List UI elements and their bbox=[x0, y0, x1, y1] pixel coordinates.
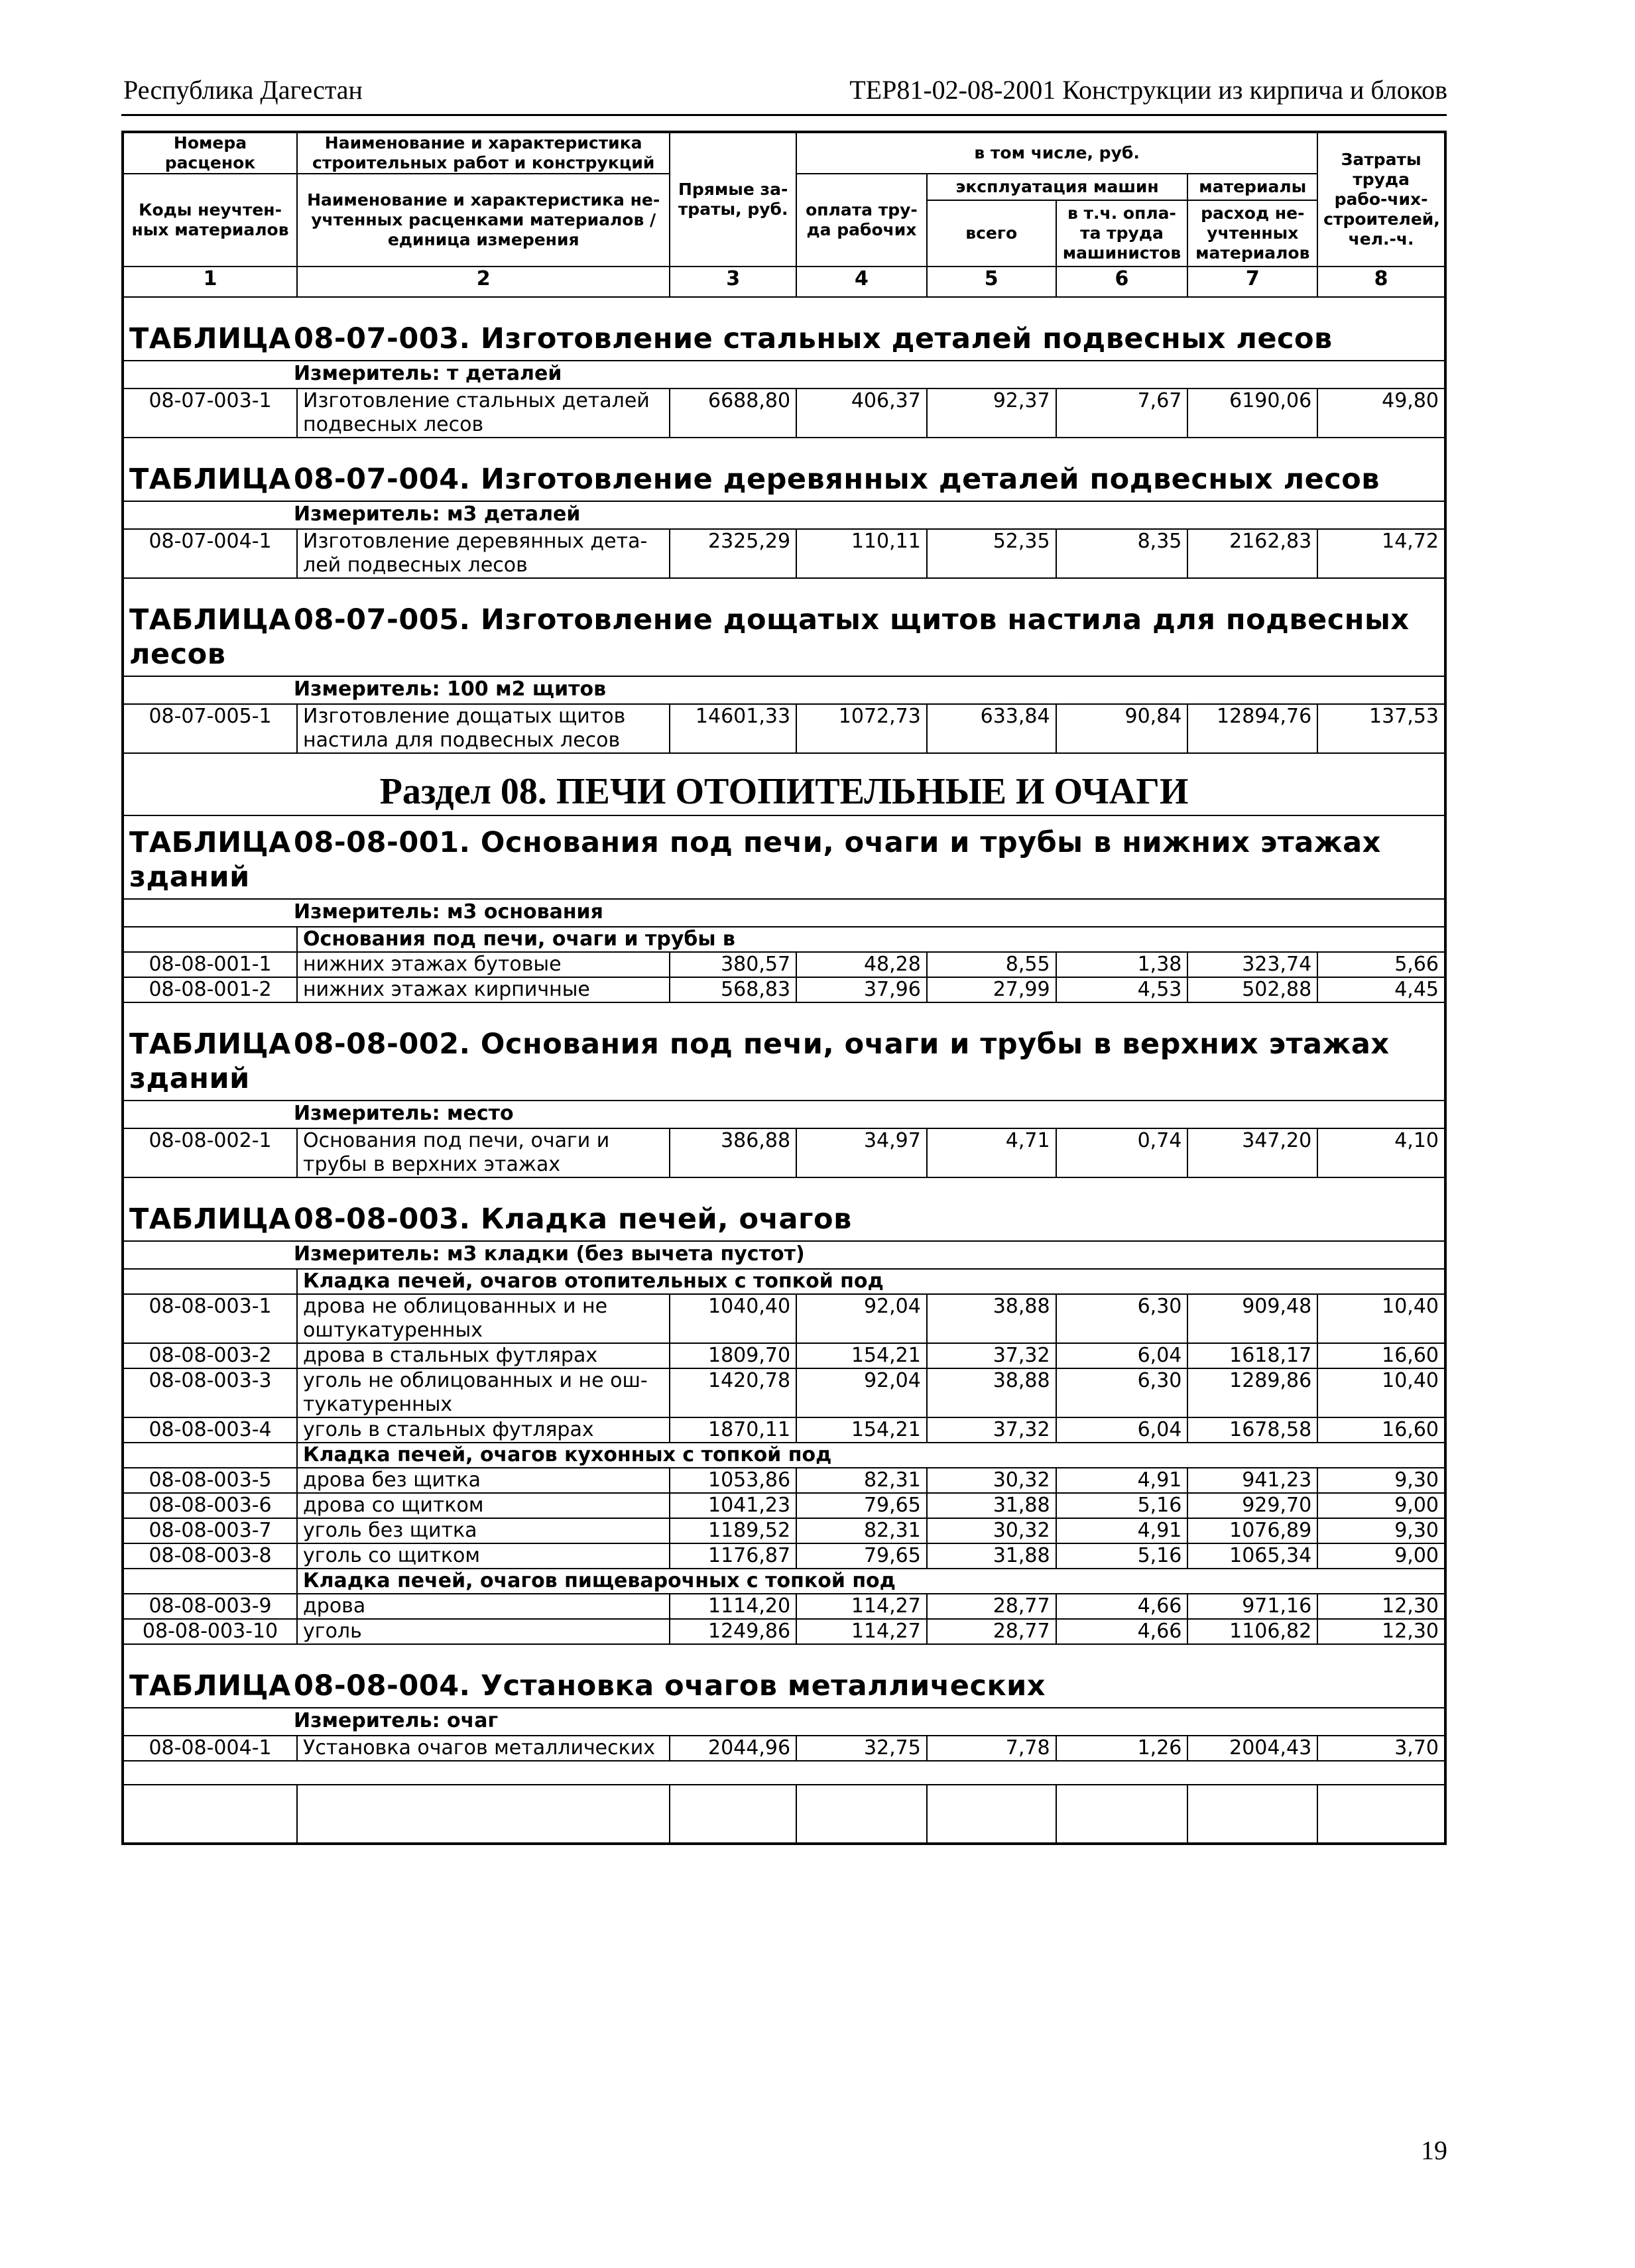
direct-costs-cell: 14601,33 bbox=[670, 704, 796, 753]
operator-wages-cell: 6,30 bbox=[1056, 1294, 1188, 1343]
worker-wages-cell: 92,04 bbox=[796, 1294, 927, 1343]
col-head-machine-operation: эксплуатация машин bbox=[927, 174, 1188, 200]
subheader-label: Кладка печей, очагов пищеварочных с топкой под bbox=[297, 1569, 1445, 1594]
material-costs-cell: 6190,06 bbox=[1187, 388, 1317, 438]
work-name-cell: Основания под печи, очаги и трубы в верхних этажах bbox=[297, 1128, 670, 1177]
direct-costs-cell: 2325,29 bbox=[670, 529, 796, 578]
table-row bbox=[123, 1619, 1445, 1644]
table-title-text: 08-07-004. Изготовление деревянных деталей подвесных лесов bbox=[294, 463, 1380, 496]
rate-code-cell: 08-08-003-8 bbox=[123, 1543, 297, 1569]
direct-costs-cell: 1189,52 bbox=[670, 1518, 796, 1543]
labor-hours-cell: 5,66 bbox=[1317, 952, 1445, 977]
table-title-cell bbox=[123, 297, 1445, 361]
header-region: Республика Дагестан bbox=[123, 75, 363, 105]
worker-wages-cell: 154,21 bbox=[796, 1417, 927, 1443]
worker-wages-cell: 48,28 bbox=[796, 952, 927, 977]
subheader-label: Кладка печей, очагов кухонных с топкой под bbox=[297, 1443, 1445, 1468]
table-label: ТАБЛИЦА bbox=[129, 826, 291, 859]
machine-costs-cell: 38,88 bbox=[927, 1294, 1056, 1343]
operator-wages-cell: 1,26 bbox=[1056, 1736, 1188, 1761]
table-row bbox=[123, 1543, 1445, 1569]
col-head-operator-wages: в т.ч. опла-та труда машинистов bbox=[1056, 200, 1188, 267]
table-spacer-cell bbox=[123, 1761, 1445, 1785]
empty-cell bbox=[1056, 1785, 1188, 1844]
page-number: 19 bbox=[1421, 2135, 1447, 2165]
labor-hours-cell: 9,30 bbox=[1317, 1468, 1445, 1493]
machine-costs-cell: 92,37 bbox=[927, 388, 1056, 438]
worker-wages-cell: 114,27 bbox=[796, 1594, 927, 1619]
measure-unit bbox=[123, 1241, 1445, 1269]
table-row bbox=[123, 1736, 1445, 1761]
empty-cell bbox=[1187, 1785, 1317, 1844]
table-row bbox=[123, 529, 1445, 578]
col-head-direct-costs: Прямые за-траты, руб. bbox=[670, 132, 796, 267]
direct-costs-cell: 568,83 bbox=[670, 977, 796, 1002]
rate-code-cell: 08-08-003-9 bbox=[123, 1594, 297, 1619]
machine-costs-cell: 633,84 bbox=[927, 704, 1056, 753]
work-name-cell: нижних этажах кирпичные bbox=[297, 977, 670, 1002]
labor-hours-cell: 49,80 bbox=[1317, 388, 1445, 438]
section-heading bbox=[123, 753, 1445, 815]
measure-text: Измеритель: 100 м2 щитов bbox=[294, 678, 607, 701]
header-document-code: ТЕР81-02-08-2001 Конструкции из кирпича и блоков bbox=[849, 75, 1447, 105]
table-title-text: 08-08-004. Установка очагов металлических bbox=[294, 1669, 1046, 1702]
direct-costs-cell: 1176,87 bbox=[670, 1543, 796, 1569]
direct-costs-cell: 1420,78 bbox=[670, 1368, 796, 1417]
empty-cell bbox=[123, 1269, 297, 1294]
table-row bbox=[123, 1294, 1445, 1343]
worker-wages-cell: 82,31 bbox=[796, 1468, 927, 1493]
table-row bbox=[123, 1417, 1445, 1443]
col-head-material-codes: Коды неучтен-ных материалов bbox=[123, 174, 297, 267]
measure-unit-cell bbox=[123, 361, 1445, 388]
table-title bbox=[123, 1177, 1445, 1241]
table-title-text: 08-07-005. Изготовление дощатых щитов настила для подвесных лесов bbox=[129, 603, 1410, 671]
table-row bbox=[123, 1368, 1445, 1417]
worker-wages-cell: 406,37 bbox=[796, 388, 927, 438]
work-name-cell: дрова bbox=[297, 1594, 670, 1619]
rate-code-cell: 08-08-003-2 bbox=[123, 1343, 297, 1368]
direct-costs-cell: 1041,23 bbox=[670, 1493, 796, 1518]
measure-text: Измеритель: м3 деталей bbox=[294, 503, 581, 526]
table-label: ТАБЛИЦА bbox=[129, 1669, 291, 1702]
col-head-unaccounted-materials: расход не-учтенных материалов bbox=[1187, 200, 1317, 267]
labor-hours-cell: 4,45 bbox=[1317, 977, 1445, 1002]
direct-costs-cell: 1870,11 bbox=[670, 1417, 796, 1443]
table-label: ТАБЛИЦА bbox=[129, 1203, 291, 1236]
empty-cell bbox=[927, 1785, 1056, 1844]
direct-costs-cell: 1114,20 bbox=[670, 1594, 796, 1619]
column-number-row bbox=[123, 267, 1445, 297]
material-costs-cell: 12894,76 bbox=[1187, 704, 1317, 753]
measure-unit-cell bbox=[123, 1101, 1445, 1128]
direct-costs-cell: 380,57 bbox=[670, 952, 796, 977]
rate-code-cell: 08-08-003-5 bbox=[123, 1468, 297, 1493]
direct-costs-cell: 6688,80 bbox=[670, 388, 796, 438]
subheader-row bbox=[123, 1269, 1445, 1294]
labor-hours-cell: 10,40 bbox=[1317, 1368, 1445, 1417]
machine-costs-cell: 30,32 bbox=[927, 1518, 1056, 1543]
material-costs-cell: 2004,43 bbox=[1187, 1736, 1317, 1761]
machine-costs-cell: 38,88 bbox=[927, 1368, 1056, 1417]
rate-code-cell: 08-08-003-6 bbox=[123, 1493, 297, 1518]
table-title-text: 08-07-003. Изготовление стальных деталей подвесных лесов bbox=[294, 322, 1333, 355]
measure-unit bbox=[123, 361, 1445, 388]
worker-wages-cell: 114,27 bbox=[796, 1619, 927, 1644]
table-title-text: 08-08-003. Кладка печей, очагов bbox=[294, 1203, 852, 1236]
material-costs-cell: 971,16 bbox=[1187, 1594, 1317, 1619]
measure-unit-cell bbox=[123, 676, 1445, 704]
machine-costs-cell: 28,77 bbox=[927, 1619, 1056, 1644]
rate-code-cell: 08-07-004-1 bbox=[123, 529, 297, 578]
subheader-row bbox=[123, 927, 1445, 952]
operator-wages-cell: 4,66 bbox=[1056, 1619, 1188, 1644]
worker-wages-cell: 34,97 bbox=[796, 1128, 927, 1177]
subheader-label: Основания под печи, очаги и трубы в bbox=[297, 927, 1445, 952]
table-title bbox=[123, 1002, 1445, 1101]
subheader-row bbox=[123, 1443, 1445, 1468]
table-title-cell bbox=[123, 1002, 1445, 1101]
table-title-cell bbox=[123, 815, 1445, 899]
labor-hours-cell: 9,00 bbox=[1317, 1543, 1445, 1569]
operator-wages-cell: 90,84 bbox=[1056, 704, 1188, 753]
rate-code-cell: 08-08-001-2 bbox=[123, 977, 297, 1002]
empty-cell bbox=[796, 1785, 927, 1844]
direct-costs-cell: 1809,70 bbox=[670, 1343, 796, 1368]
col-head-rate-numbers: Номера расценок bbox=[123, 132, 297, 174]
table-title-cell bbox=[123, 438, 1445, 501]
worker-wages-cell: 92,04 bbox=[796, 1368, 927, 1417]
labor-hours-cell: 12,30 bbox=[1317, 1619, 1445, 1644]
empty-cell bbox=[123, 1443, 297, 1468]
column-number: 4 bbox=[796, 267, 927, 297]
worker-wages-cell: 79,65 bbox=[796, 1493, 927, 1518]
header-rule bbox=[121, 114, 1447, 116]
measure-unit-cell bbox=[123, 501, 1445, 529]
work-name-cell: нижних этажах бутовые bbox=[297, 952, 670, 977]
table-title bbox=[123, 815, 1445, 899]
operator-wages-cell: 8,35 bbox=[1056, 529, 1188, 578]
measure-unit bbox=[123, 1708, 1445, 1736]
rate-code-cell: 08-08-001-1 bbox=[123, 952, 297, 977]
worker-wages-cell: 110,11 bbox=[796, 529, 927, 578]
table-title bbox=[123, 1644, 1445, 1708]
work-name-cell: дрова не облицованных и не оштукатуренных bbox=[297, 1294, 670, 1343]
rate-code-cell: 08-07-005-1 bbox=[123, 704, 297, 753]
column-number: 7 bbox=[1187, 267, 1317, 297]
material-costs-cell: 1106,82 bbox=[1187, 1619, 1317, 1644]
operator-wages-cell: 4,91 bbox=[1056, 1468, 1188, 1493]
column-number: 1 bbox=[123, 267, 297, 297]
table-head-row bbox=[123, 132, 1445, 174]
table-label: ТАБЛИЦА bbox=[129, 603, 291, 636]
measure-unit-cell bbox=[123, 899, 1445, 927]
operator-wages-cell: 5,16 bbox=[1056, 1543, 1188, 1569]
table-row bbox=[123, 952, 1445, 977]
work-name-cell: дрова в стальных футлярах bbox=[297, 1343, 670, 1368]
rate-code-cell: 08-08-003-4 bbox=[123, 1417, 297, 1443]
labor-hours-cell: 4,10 bbox=[1317, 1128, 1445, 1177]
machine-costs-cell: 31,88 bbox=[927, 1493, 1056, 1518]
table-title bbox=[123, 297, 1445, 361]
col-head-work-name: Наименование и характеристика строительных работ и конструкций bbox=[297, 132, 670, 174]
measure-unit bbox=[123, 676, 1445, 704]
operator-wages-cell: 5,16 bbox=[1056, 1493, 1188, 1518]
work-name-cell: дрова со щитком bbox=[297, 1493, 670, 1518]
subheader-label: Кладка печей, очагов отопительных с топкой под bbox=[297, 1269, 1445, 1294]
work-name-cell: уголь в стальных футлярах bbox=[297, 1417, 670, 1443]
machine-costs-cell: 52,35 bbox=[927, 529, 1056, 578]
column-number: 5 bbox=[927, 267, 1056, 297]
direct-costs-cell: 1053,86 bbox=[670, 1468, 796, 1493]
col-head-labor-hours: Затраты труда рабо-чих-строителей, чел.-ч. bbox=[1317, 132, 1445, 267]
work-name-cell: Изготовление стальных деталей подвесных лесов bbox=[297, 388, 670, 438]
material-costs-cell: 929,70 bbox=[1187, 1493, 1317, 1518]
worker-wages-cell: 82,31 bbox=[796, 1518, 927, 1543]
table-title-text: 08-08-002. Основания под печи, очаги и трубы в верхних этажах зданий bbox=[129, 1028, 1390, 1095]
measure-text: Измеритель: м3 основания bbox=[294, 900, 603, 924]
work-name-cell: уголь без щитка bbox=[297, 1518, 670, 1543]
labor-hours-cell: 12,30 bbox=[1317, 1594, 1445, 1619]
operator-wages-cell: 6,04 bbox=[1056, 1343, 1188, 1368]
blank-row bbox=[123, 1785, 1445, 1844]
labor-hours-cell: 9,00 bbox=[1317, 1493, 1445, 1518]
material-costs-cell: 1618,17 bbox=[1187, 1343, 1317, 1368]
col-head-materials: материалы bbox=[1187, 174, 1317, 200]
worker-wages-cell: 32,75 bbox=[796, 1736, 927, 1761]
table-label: ТАБЛИЦА bbox=[129, 463, 291, 496]
rate-code-cell: 08-07-003-1 bbox=[123, 388, 297, 438]
col-head-material-name: Наименование и характеристика не-учтенных расценками материалов / единица измерения bbox=[297, 174, 670, 267]
table-body bbox=[123, 132, 1445, 1844]
operator-wages-cell: 4,91 bbox=[1056, 1518, 1188, 1543]
price-table bbox=[121, 131, 1447, 1845]
rate-code-cell: 08-08-003-7 bbox=[123, 1518, 297, 1543]
direct-costs-cell: 1249,86 bbox=[670, 1619, 796, 1644]
column-number: 8 bbox=[1317, 267, 1445, 297]
work-name-cell: уголь bbox=[297, 1619, 670, 1644]
table-title-cell bbox=[123, 1177, 1445, 1241]
work-name-cell: Изготовление дощатых щитов настила для подвесных лесов bbox=[297, 704, 670, 753]
section-heading-cell: Раздел 08. ПЕЧИ ОТОПИТЕЛЬНЫЕ И ОЧАГИ bbox=[123, 753, 1445, 815]
empty-cell bbox=[297, 1785, 670, 1844]
table-row bbox=[123, 1128, 1445, 1177]
work-name-cell: Изготовление деревянных дета-лей подвесных лесов bbox=[297, 529, 670, 578]
table-title-text: 08-08-001. Основания под печи, очаги и трубы в нижних этажах зданий bbox=[129, 826, 1381, 894]
labor-hours-cell: 137,53 bbox=[1317, 704, 1445, 753]
measure-text: Измеритель: место bbox=[294, 1102, 514, 1125]
measure-unit-cell bbox=[123, 1708, 1445, 1736]
labor-hours-cell: 16,60 bbox=[1317, 1343, 1445, 1368]
machine-costs-cell: 37,32 bbox=[927, 1417, 1056, 1443]
material-costs-cell: 1678,58 bbox=[1187, 1417, 1317, 1443]
measure-unit bbox=[123, 1101, 1445, 1128]
machine-costs-cell: 7,78 bbox=[927, 1736, 1056, 1761]
table-label: ТАБЛИЦА bbox=[129, 1028, 291, 1061]
operator-wages-cell: 1,38 bbox=[1056, 952, 1188, 977]
table-title-cell bbox=[123, 578, 1445, 676]
operator-wages-cell: 7,67 bbox=[1056, 388, 1188, 438]
material-costs-cell: 909,48 bbox=[1187, 1294, 1317, 1343]
rate-code-cell: 08-08-004-1 bbox=[123, 1736, 297, 1761]
material-costs-cell: 347,20 bbox=[1187, 1128, 1317, 1177]
col-head-machine-total: всего bbox=[927, 200, 1056, 267]
worker-wages-cell: 154,21 bbox=[796, 1343, 927, 1368]
direct-costs-cell: 2044,96 bbox=[670, 1736, 796, 1761]
column-number: 2 bbox=[297, 267, 670, 297]
measure-text: Измеритель: т деталей bbox=[294, 362, 562, 385]
machine-costs-cell: 31,88 bbox=[927, 1543, 1056, 1569]
measure-unit bbox=[123, 899, 1445, 927]
operator-wages-cell: 6,30 bbox=[1056, 1368, 1188, 1417]
table-title bbox=[123, 578, 1445, 676]
material-costs-cell: 1065,34 bbox=[1187, 1543, 1317, 1569]
table-row bbox=[123, 1518, 1445, 1543]
rate-code-cell: 08-08-003-1 bbox=[123, 1294, 297, 1343]
measure-unit bbox=[123, 501, 1445, 529]
table-row bbox=[123, 1493, 1445, 1518]
labor-hours-cell: 9,30 bbox=[1317, 1518, 1445, 1543]
machine-costs-cell: 4,71 bbox=[927, 1128, 1056, 1177]
work-name-cell: Установка очагов металлических bbox=[297, 1736, 670, 1761]
material-costs-cell: 502,88 bbox=[1187, 977, 1317, 1002]
work-name-cell: уголь не облицованных и не ош-тукатуренных bbox=[297, 1368, 670, 1417]
material-costs-cell: 2162,83 bbox=[1187, 529, 1317, 578]
table-row bbox=[123, 1468, 1445, 1493]
table-label: ТАБЛИЦА bbox=[129, 322, 291, 355]
machine-costs-cell: 30,32 bbox=[927, 1468, 1056, 1493]
machine-costs-cell: 28,77 bbox=[927, 1594, 1056, 1619]
column-number: 3 bbox=[670, 267, 796, 297]
empty-cell bbox=[123, 927, 297, 952]
direct-costs-cell: 1040,40 bbox=[670, 1294, 796, 1343]
empty-cell bbox=[123, 1569, 297, 1594]
column-number: 6 bbox=[1056, 267, 1188, 297]
rate-code-cell: 08-08-003-3 bbox=[123, 1368, 297, 1417]
operator-wages-cell: 4,53 bbox=[1056, 977, 1188, 1002]
machine-costs-cell: 37,32 bbox=[927, 1343, 1056, 1368]
work-name-cell: дрова без щитка bbox=[297, 1468, 670, 1493]
table-spacer bbox=[123, 1761, 1445, 1785]
material-costs-cell: 1289,86 bbox=[1187, 1368, 1317, 1417]
material-costs-cell: 941,23 bbox=[1187, 1468, 1317, 1493]
measure-text: Измеритель: очаг bbox=[294, 1709, 499, 1732]
worker-wages-cell: 1072,73 bbox=[796, 704, 927, 753]
machine-costs-cell: 8,55 bbox=[927, 952, 1056, 977]
empty-cell bbox=[123, 1785, 297, 1844]
col-head-including: в том числе, руб. bbox=[796, 132, 1317, 174]
table-title bbox=[123, 438, 1445, 501]
labor-hours-cell: 16,60 bbox=[1317, 1417, 1445, 1443]
table-row bbox=[123, 977, 1445, 1002]
rate-code-cell: 08-08-003-10 bbox=[123, 1619, 297, 1644]
table-row bbox=[123, 1343, 1445, 1368]
machine-costs-cell: 27,99 bbox=[927, 977, 1056, 1002]
rate-code-cell: 08-08-002-1 bbox=[123, 1128, 297, 1177]
worker-wages-cell: 79,65 bbox=[796, 1543, 927, 1569]
measure-unit-cell bbox=[123, 1241, 1445, 1269]
table-title-cell bbox=[123, 1644, 1445, 1708]
labor-hours-cell: 14,72 bbox=[1317, 529, 1445, 578]
operator-wages-cell: 0,74 bbox=[1056, 1128, 1188, 1177]
operator-wages-cell: 4,66 bbox=[1056, 1594, 1188, 1619]
table-row bbox=[123, 1594, 1445, 1619]
worker-wages-cell: 37,96 bbox=[796, 977, 927, 1002]
operator-wages-cell: 6,04 bbox=[1056, 1417, 1188, 1443]
work-name-cell: уголь со щитком bbox=[297, 1543, 670, 1569]
empty-cell bbox=[1317, 1785, 1445, 1844]
material-costs-cell: 323,74 bbox=[1187, 952, 1317, 977]
direct-costs-cell: 386,88 bbox=[670, 1128, 796, 1177]
labor-hours-cell: 3,70 bbox=[1317, 1736, 1445, 1761]
measure-text: Измеритель: м3 кладки (без вычета пустот) bbox=[294, 1242, 805, 1266]
col-head-worker-wages: оплата тру-да рабочих bbox=[796, 174, 927, 267]
table-row bbox=[123, 388, 1445, 438]
labor-hours-cell: 10,40 bbox=[1317, 1294, 1445, 1343]
material-costs-cell: 1076,89 bbox=[1187, 1518, 1317, 1543]
empty-cell bbox=[670, 1785, 796, 1844]
subheader-row bbox=[123, 1569, 1445, 1594]
table-row bbox=[123, 704, 1445, 753]
